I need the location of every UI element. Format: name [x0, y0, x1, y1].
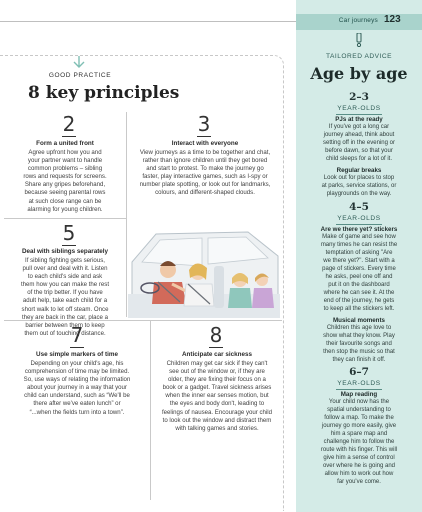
- number-underline: [197, 136, 211, 137]
- text-line: give him a sense of control: [323, 454, 395, 461]
- text-line: many times he can resist the: [320, 241, 398, 248]
- text-line: If you've got a long car: [328, 124, 390, 130]
- text-line: they can finish it off.: [332, 356, 386, 363]
- tip-text: [296, 175, 422, 199]
- text-line: where he can see it. At the: [323, 289, 395, 296]
- text-line: Depending on your child's age, his: [30, 360, 124, 367]
- text-line: child can understand, such as “We'll be: [24, 392, 130, 400]
- text-line: short walk to let off steam. Once: [21, 305, 109, 313]
- principle-heading: Deal with siblings separately: [21, 248, 109, 255]
- text-line: of the trip better. If you have: [27, 289, 103, 297]
- principle-heading: Form a united front: [36, 140, 94, 147]
- tip-heading: Are we there yet? stickers: [320, 226, 398, 233]
- text-line: Children may get car sick if they can't: [166, 360, 268, 367]
- text-line: them out of touching distance.: [24, 329, 106, 337]
- principle-number: 7: [70, 323, 84, 347]
- text-line: journey ahead, think about: [323, 131, 395, 138]
- text-line: allow him to work out how: [324, 470, 394, 477]
- text-line: Share any gripes beforehand,: [24, 181, 106, 189]
- exclamation-icon: [296, 33, 422, 47]
- principle-text: [152, 360, 282, 433]
- tip-text: [296, 325, 422, 365]
- age-rule: [336, 389, 382, 390]
- age-range: 6–7: [349, 366, 369, 378]
- grid-divider: [126, 112, 127, 317]
- text-line: faster, play interactive games, such as I-spy or: [142, 173, 268, 181]
- principle-text: [4, 149, 126, 214]
- principle-heading: Use simple markers of time: [36, 351, 118, 358]
- text-line: rows and requests for screens.: [23, 173, 107, 181]
- grid-divider: [4, 218, 126, 219]
- text-line: about your journey in a way that your: [27, 384, 127, 392]
- age-label: YEAR-OLDS: [337, 380, 381, 387]
- text-line: If sibling fighting gets serious,: [25, 257, 105, 264]
- tip-text: [296, 124, 422, 164]
- text-line: there after we've eaten lunch” or: [33, 400, 121, 408]
- text-line: to keep all the stickers left.: [323, 305, 395, 312]
- text-line: child sleeps for a lot of it.: [325, 155, 393, 162]
- principle-text: [130, 149, 280, 198]
- number-underline: [209, 347, 223, 348]
- text-line: View journeys as a time to be together and chat,: [139, 149, 271, 156]
- principle-number: 2: [62, 112, 76, 136]
- text-line: with talking games and stories.: [175, 424, 259, 432]
- principle-number: 3: [197, 112, 211, 136]
- text-line: then stop the music so that: [323, 348, 395, 355]
- text-line: alarming for young children.: [27, 205, 103, 213]
- text-line: over where he is going and: [322, 462, 396, 469]
- text-line: he asks, peel one off and: [325, 273, 393, 280]
- grid-divider: [150, 320, 151, 500]
- tip-heading: Musical moments: [333, 317, 385, 324]
- text-line: book or a gadget. Travel sickness arises: [162, 384, 272, 392]
- principle-number: 5: [62, 221, 76, 245]
- text-line: Look out for places to stop: [323, 175, 395, 181]
- text-line: journey go more easily, give: [321, 422, 397, 429]
- text-line: their favourite songs and: [326, 340, 392, 347]
- page-number: 123: [384, 14, 401, 25]
- number-underline: [62, 136, 76, 137]
- sidebar-title: Age by age: [310, 64, 408, 83]
- text-line: see out of the window or, if they are: [169, 368, 265, 376]
- text-line: put it on the dashboard: [328, 281, 390, 288]
- text-line: temptation of asking "Are: [325, 249, 393, 256]
- principle-text: [4, 360, 150, 417]
- principle-heading: Anticipate car sickness: [181, 351, 252, 358]
- text-line: when the inner ear senses motion, but: [165, 392, 269, 400]
- text-line: Agree upfront how you and: [28, 149, 102, 156]
- text-line: number plate spotting, or look out for landmarks,: [139, 181, 271, 189]
- text-line: feelings of nausea. Encourage your child: [161, 408, 273, 416]
- text-line: show what they know. Play: [323, 332, 395, 339]
- text-line: at such close range can be: [28, 197, 102, 205]
- text-line: to each child's side and ask: [27, 273, 103, 281]
- text-line: them how you can make the rest: [20, 281, 110, 289]
- section-title: Car journeys: [338, 17, 378, 24]
- text-line: challenge him to follow the: [323, 438, 395, 445]
- tip-heading: Map reading: [340, 391, 378, 398]
- tip-text: [296, 234, 422, 314]
- sidebar-kicker: TAILORED ADVICE: [325, 53, 392, 60]
- chevron-down-icon: [72, 55, 86, 71]
- text-line: we there yet?". Start with a: [323, 257, 395, 264]
- text-line: pull over and deal with it. Listen: [22, 265, 108, 273]
- text-line: they are back in the car, place a: [21, 313, 109, 321]
- text-line: spatial understanding to: [327, 406, 391, 413]
- text-line: playgrounds on the way.: [326, 190, 392, 197]
- section-kicker: GOOD PRACTICE: [48, 72, 112, 79]
- text-line: So, use ways of relating the information: [23, 376, 131, 384]
- text-line: Children this age love to: [326, 325, 392, 331]
- text-line: barrier between them to keep: [25, 321, 105, 329]
- text-line: at parks, service stations, or: [321, 182, 397, 189]
- text-line: Make of game and see how: [322, 234, 396, 240]
- header-rule: [0, 21, 300, 22]
- text-line: comprehension of time may be limited.: [24, 368, 130, 376]
- tip-text: [296, 399, 422, 487]
- text-line: because seeing parental rows: [24, 189, 106, 197]
- text-line: far you've come.: [337, 478, 381, 485]
- text-line: your partner want to handle: [27, 157, 103, 165]
- age-label: YEAR-OLDS: [337, 215, 381, 222]
- age-range: 2–3: [349, 91, 369, 103]
- text-line: page of stickers. Every time: [322, 265, 396, 272]
- text-line: adult help, take each child for a: [22, 297, 108, 305]
- text-line: Your child now has the: [328, 399, 390, 405]
- principle-number: 8: [209, 323, 223, 347]
- tip-heading: Regular breaks: [336, 167, 382, 174]
- text-line: and start to protest. To make the journey go: [146, 165, 264, 173]
- family-car-illustration: [128, 222, 280, 318]
- age-rule: [336, 114, 382, 115]
- text-line: colours, and different-shaped clouds.: [155, 189, 255, 197]
- text-line: to look out the window and distract them: [162, 416, 272, 424]
- text-line: before dawn, so that your: [325, 147, 393, 154]
- text-line: route with his finger. This will: [320, 446, 398, 453]
- principle-heading: Interact with everyone: [171, 140, 239, 147]
- age-rule: [336, 224, 382, 225]
- age-label: YEAR-OLDS: [337, 105, 381, 112]
- page-title: 8 key principles: [28, 83, 180, 103]
- number-underline: [62, 245, 76, 246]
- text-line: end of the journey, he gets: [323, 297, 395, 304]
- tip-heading: PJs at the ready: [335, 116, 383, 123]
- number-underline: [70, 347, 84, 348]
- text-line: “...when the fields turn into a town”.: [29, 408, 125, 416]
- text-line: rather than ignore children until they get bored: [142, 157, 268, 165]
- text-line: older, they are fixing their focus on a: [168, 376, 266, 384]
- text-line: setting off in the evening or: [323, 139, 395, 146]
- text-line: him a spare map and: [330, 430, 388, 437]
- text-line: common problems – sibling: [27, 165, 103, 173]
- text-line: the eyes and body don't, leading to: [169, 400, 265, 408]
- text-line: follow a map. To make the: [324, 414, 394, 421]
- age-range: 4–5: [349, 201, 369, 213]
